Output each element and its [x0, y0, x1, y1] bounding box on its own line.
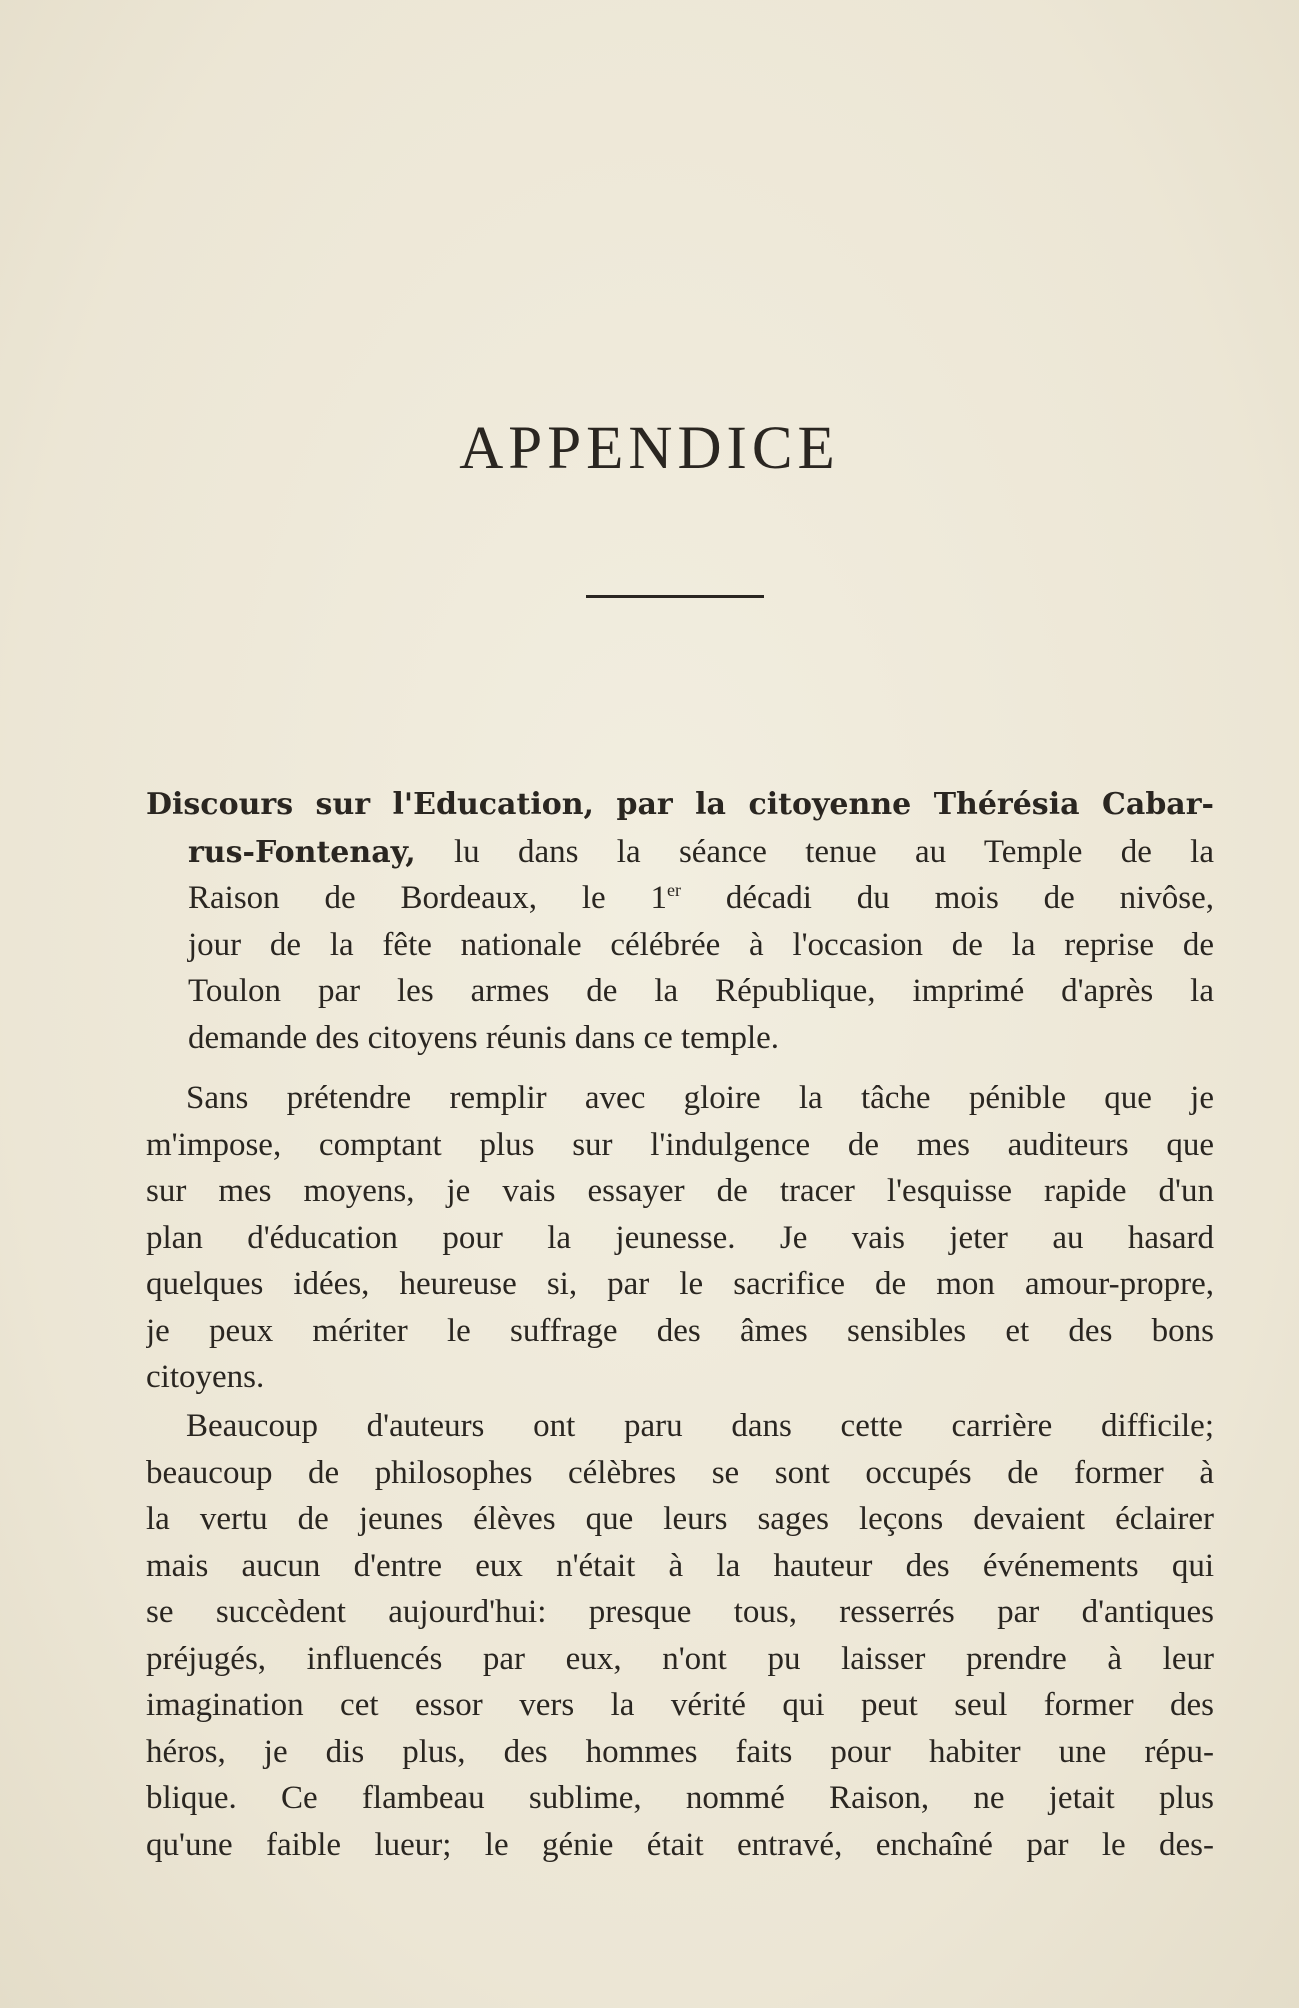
text-line: qu'une faible lueur; le génie était entravé, enchaîné par le des- — [146, 1826, 1214, 1863]
text-line: jour de la fête nationale célébrée à l'occasion de la reprise de — [188, 926, 1214, 963]
text-fragment: lu dans la séance tenue au Temple de la — [415, 833, 1214, 870]
title-rule — [586, 595, 764, 598]
text-line: beaucoup de philosophes célèbres se sont occupés de former à — [146, 1454, 1214, 1491]
superscript: er — [667, 880, 681, 900]
text-line: quelques idées, heureuse si, par le sacrifice de mon amour-propre, — [146, 1266, 1214, 1302]
text-line: je peux mériter le suffrage des âmes sensibles et des bons — [146, 1312, 1214, 1349]
text-line: se succèdent aujourd'hui: presque tous, resserrés par d'antiques — [146, 1594, 1214, 1630]
text-line — [146, 875, 1214, 922]
text-line — [146, 829, 1214, 876]
paragraph-1 — [146, 1075, 1214, 1401]
text-line: m'impose, comptant plus sur l'indulgence de mes auditeurs que — [146, 1126, 1214, 1163]
text-line: Discours sur l'Education, par la citoyenne Thérésia Cabar- — [146, 787, 1214, 822]
text-line: demande des citoyens réunis dans ce temple. — [188, 1019, 780, 1056]
intro-block — [146, 782, 1214, 1061]
paragraph-2 — [146, 1403, 1214, 1868]
text-fragment: Raison de Bordeaux, le 1 — [188, 880, 668, 916]
text-line: blique. Ce flambeau sublime, nommé Raison, ne jetait plus — [146, 1780, 1214, 1816]
text-line: sur mes moyens, je vais essayer de tracer l'esquisse rapide d'un — [146, 1173, 1214, 1209]
text-fragment: rus-Fontenay, — [188, 834, 416, 870]
text-line: la vertu de jeunes élèves que leurs sages leçons devaient éclairer — [146, 1501, 1214, 1537]
text-line: Toulon par les armes de la République, imprimé d'après la — [188, 973, 1214, 1009]
text-line: Beaucoup d'auteurs ont paru dans cette carrière difficile; — [186, 1408, 1214, 1444]
text-line: imagination cet essor vers la vérité qui peut seul former des — [146, 1687, 1214, 1723]
text-line: plan d'éducation pour la jeunesse. Je vais jeter au hasard — [146, 1219, 1214, 1256]
text-line: héros, je dis plus, des hommes faits pour habiter une répu- — [146, 1733, 1214, 1770]
text-line: citoyens. — [146, 1359, 265, 1395]
text-line: mais aucun d'entre eux n'était à la hauteur des événements qui — [146, 1547, 1214, 1584]
text-fragment: décadi du mois de nivôse, — [681, 880, 1214, 916]
page-title: APPENDICE — [459, 415, 840, 482]
text-line: Sans prétendre remplir avec gloire la tâche pénible que je — [186, 1080, 1214, 1116]
text-line: préjugés, influencés par eux, n'ont pu laisser prendre à leur — [146, 1640, 1214, 1677]
